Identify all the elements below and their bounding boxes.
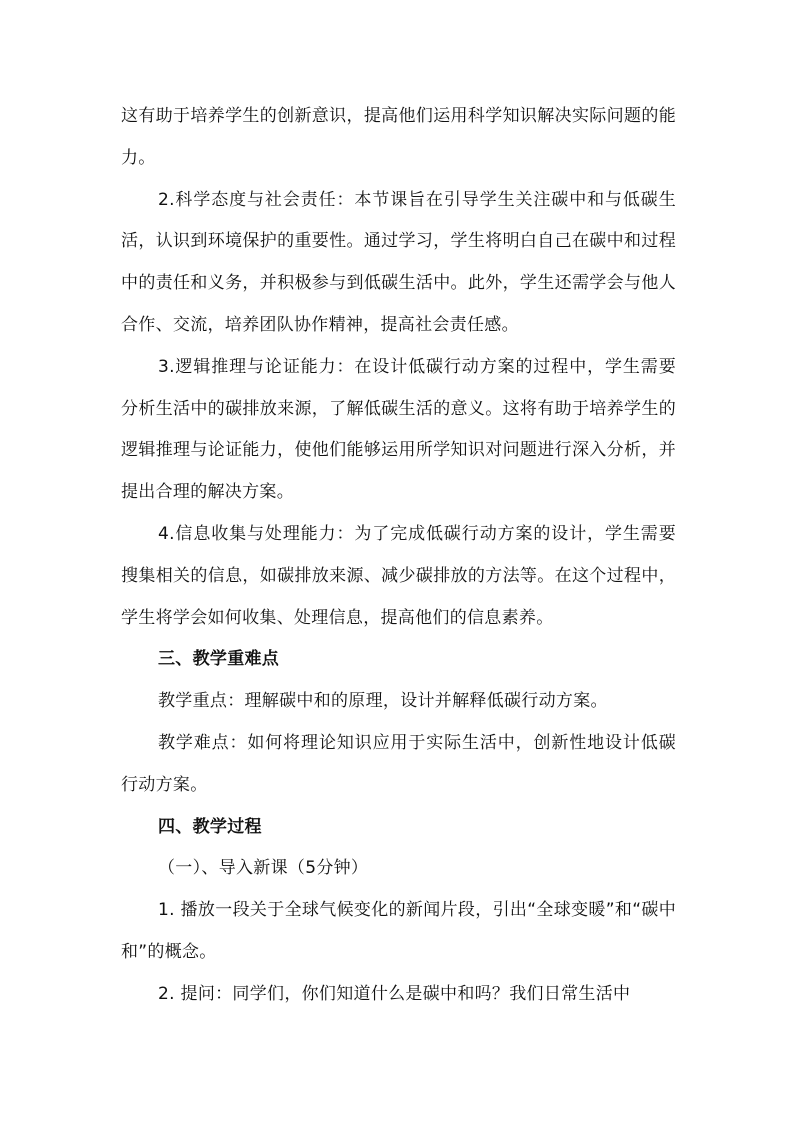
document-body [121,96,676,1016]
paragraph-scientific-attitude: 2.科学态度与社会责任：本节课旨在引导学生关注碳中和与低碳生活，认识到环境保护的重要性。通过学习，学生将明白自己在碳中和过程中的责任和义务，并积极参与到低碳生活中。此外，学生还需学会与他人合作、交流，培养团队协作精神，提高社会责任感。 [121,189,676,335]
paragraph-intro-continuation: 这有助于培养学生的创新意识，提高他们运用科学知识解决实际问题的能力。 [121,106,676,168]
section-heading-teaching-process: 四、教学过程 [158,816,262,837]
subheading-introduction: （一）、导入新课（5分钟） [158,858,369,879]
paragraph-logical-reasoning: 3.逻辑推理与论证能力：在设计低碳行动方案的过程中，学生需要分析生活中的碳排放来源，了解低碳生活的意义。这将有助于培养学生的逻辑推理与论证能力，使他们能够运用所学知识对问题进行深入分析，并提出合理的解决方案。 [121,356,676,503]
section-heading-key-difficult-points: 三、教学重难点 [158,649,280,670]
paragraph-play-news-clip: 1. 播放一段关于全球气候变化的新闻片段，引出“全球变暖”和“碳中和”的概念。 [121,900,676,962]
paragraph-teaching-focus: 教学重点：理解碳中和的原理，设计并解释低碳行动方案。 [158,691,608,712]
paragraph-information-handling: 4.信息收集与处理能力：为了完成低碳行动方案的设计，学生需要搜集相关的信息，如碳排放来源、减少碳排放的方法等。在这个过程中，学生将学会如何收集、处理信息，提高他们的信息素养。 [121,523,676,628]
paragraph-teaching-difficulty: 教学难点：如何将理论知识应用于实际生活中，创新性地设计低碳行动方案。 [121,732,676,795]
paragraph-ask-question: 2. 提问：同学们，你们知道什么是碳中和吗？我们日常生活中 [158,983,631,1004]
